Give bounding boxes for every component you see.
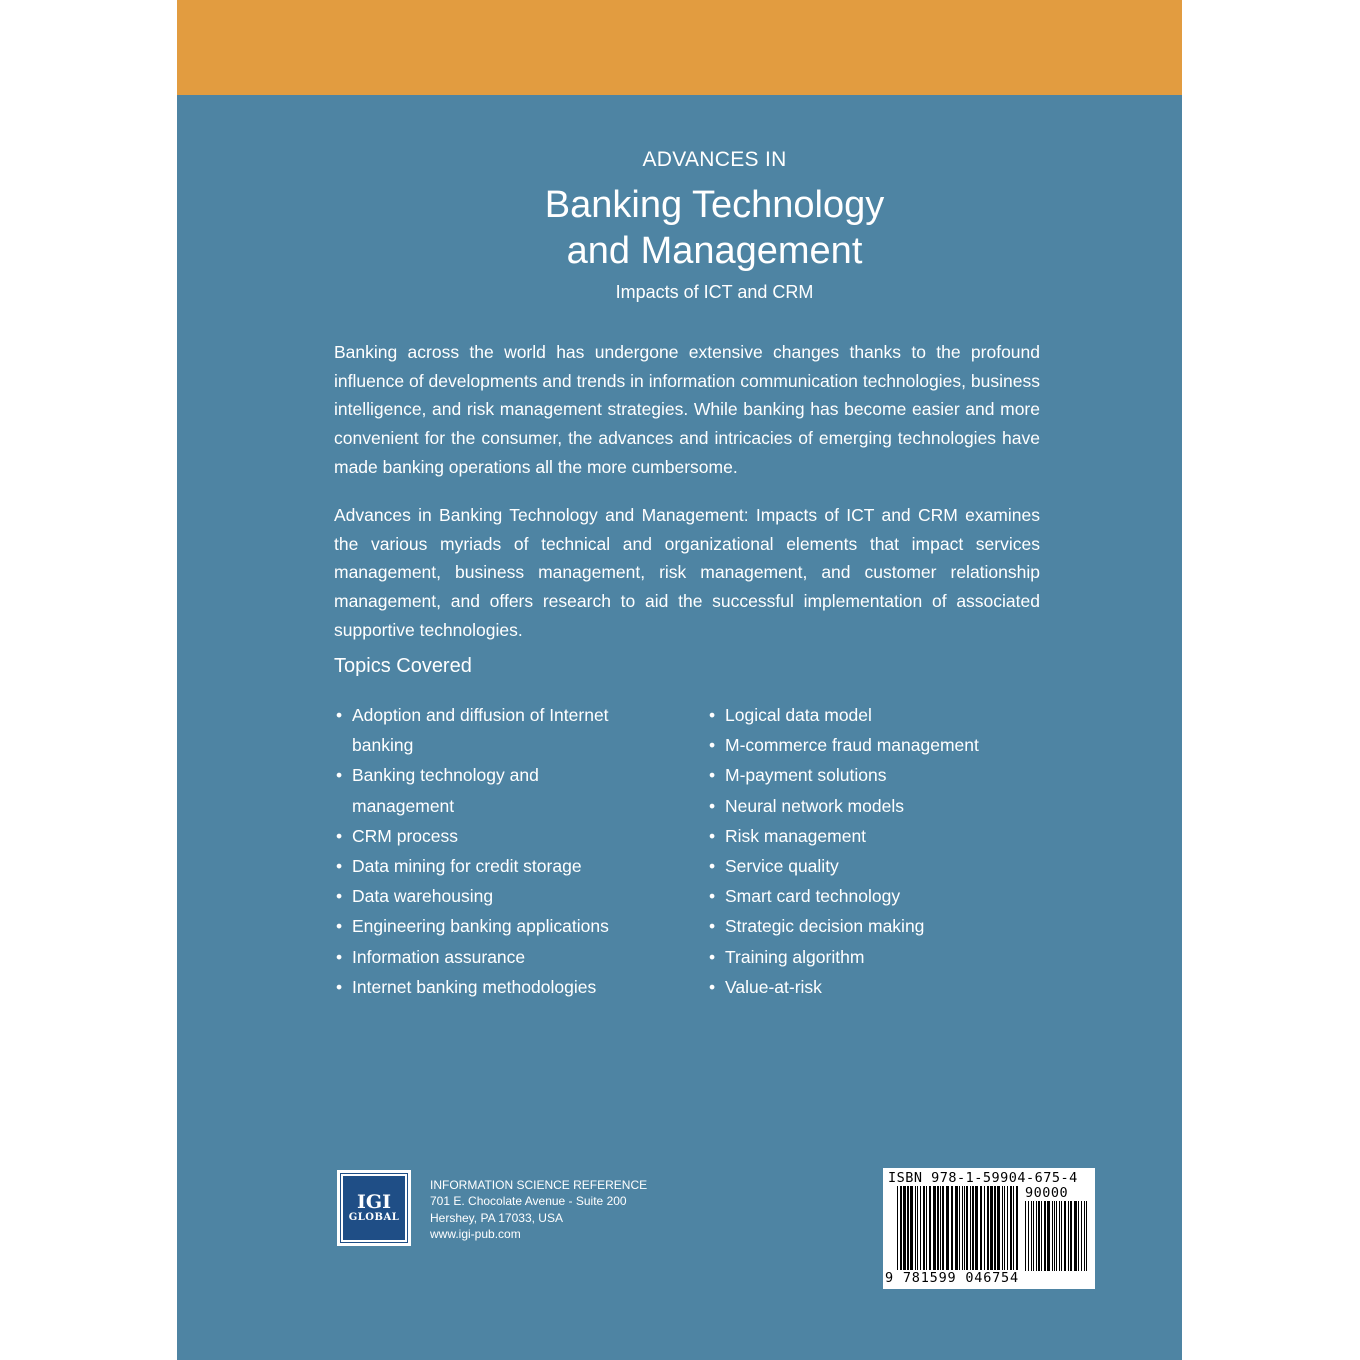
publisher-address-line-1: 701 E. Chocolate Avenue - Suite 200 (430, 1194, 627, 1209)
logo-text-bottom: GLOBAL (348, 1212, 400, 1223)
bullet-icon: • (709, 856, 716, 877)
topic-label: M-payment solutions (725, 765, 887, 786)
topic-item (334, 942, 634, 972)
topic-label: Training algorithm (725, 946, 865, 967)
topic-label: Information assurance (352, 946, 526, 967)
book-back-cover (177, 0, 1182, 1360)
topic-item (334, 881, 634, 911)
publisher-name: INFORMATION SCIENCE REFERENCE (430, 1178, 648, 1192)
topics-heading: Topics Covered (334, 655, 472, 677)
ean-barcode-bars (897, 1186, 1021, 1270)
topic-label: Neural network models (725, 795, 904, 816)
bullet-icon: • (709, 916, 716, 937)
topic-item (707, 972, 1047, 1002)
bullet-icon: • (336, 916, 343, 937)
bullet-icon: • (336, 946, 343, 967)
topic-item (707, 760, 1047, 790)
topic-label: Risk management (725, 825, 867, 846)
topic-item (334, 972, 634, 1002)
book-title (177, 182, 1252, 274)
topic-label: Strategic decision making (725, 916, 925, 937)
series-label: ADVANCES IN (642, 148, 787, 171)
bullet-icon: • (709, 705, 716, 725)
bullet-icon: • (709, 735, 716, 756)
description-paragraph-2: Advances in Banking Technology and Management: Impacts of ICT and CRM examines the various myriads of technical and organizational elements that impact services management, business management, risk management, and customer relationship management, and offers research to aid the successful implementation of associated supportive technologies. (334, 505, 1040, 640)
bullet-icon: • (709, 976, 716, 997)
bullet-icon: • (336, 765, 343, 786)
topic-label: Adoption and diffusion of Internet banking (352, 705, 609, 756)
bullet-icon: • (336, 856, 343, 877)
topic-label: Service quality (725, 856, 839, 877)
topic-item (334, 851, 634, 881)
bullet-icon: • (709, 795, 716, 816)
book-subtitle: Impacts of ICT and CRM (615, 282, 814, 302)
logo-mark (341, 1174, 407, 1242)
price-addon-digits: 90000 (1025, 1185, 1069, 1201)
top-color-band (177, 0, 1182, 95)
bullet-icon: • (336, 825, 343, 846)
description-paragraph-1: Banking across the world has undergone extensive changes thanks to the profound influence of developments and trends in information communication technologies, business intelligence, and risk management strategies. While banking has become easier and more convenient for the consumer, the advances and intricacies of emerging technologies have made banking operations all the more cumbersome. (334, 342, 1040, 477)
topic-item (707, 942, 1047, 972)
topic-item (707, 881, 1047, 911)
bullet-icon: • (336, 886, 343, 907)
topic-item (707, 791, 1047, 821)
bullet-icon: • (709, 886, 716, 907)
topic-label: M-commerce fraud management (725, 735, 979, 756)
topic-label: Banking technology and management (352, 765, 539, 816)
topics-list-right (707, 700, 1047, 1002)
igi-global-logo (337, 1170, 411, 1246)
bullet-icon: • (336, 705, 343, 725)
isbn-number: ISBN 978-1-59904-675-4 (888, 1170, 1078, 1186)
topic-item (334, 760, 634, 820)
topic-label: Value-at-risk (725, 976, 822, 997)
topic-label: Logical data model (725, 705, 872, 725)
ean-digits: 9 781599 046754 (885, 1270, 1019, 1286)
topic-item (707, 851, 1047, 881)
topic-item (334, 911, 634, 941)
title-line-1: Banking Technology (544, 184, 885, 226)
topic-item (707, 911, 1047, 941)
topic-item (707, 730, 1047, 760)
isbn-barcode (883, 1168, 1095, 1289)
publisher-address-line-2: Hershey, PA 17033, USA (430, 1210, 563, 1225)
topic-item (334, 821, 634, 851)
topic-label: Internet banking methodologies (352, 976, 597, 997)
topic-label: CRM process (352, 825, 458, 846)
bullet-icon: • (709, 946, 716, 967)
publisher-website: www.igi-pub.com (430, 1226, 521, 1241)
bullet-icon: • (709, 825, 716, 846)
title-line-2: and Management (566, 230, 863, 272)
publisher-info (430, 1177, 647, 1242)
topic-label: Data mining for credit storage (352, 856, 582, 877)
topic-label: Smart card technology (725, 886, 901, 907)
topic-item (334, 700, 634, 760)
topic-item (707, 821, 1047, 851)
bullet-icon: • (336, 976, 343, 997)
topic-label: Engineering banking applications (352, 916, 609, 937)
logo-text-top: IGI (356, 1191, 391, 1213)
topics-list-left (334, 700, 634, 1002)
addon-barcode-bars (1025, 1201, 1089, 1271)
bullet-icon: • (709, 765, 716, 786)
topic-label: Data warehousing (352, 886, 494, 907)
topic-item (707, 700, 1047, 730)
